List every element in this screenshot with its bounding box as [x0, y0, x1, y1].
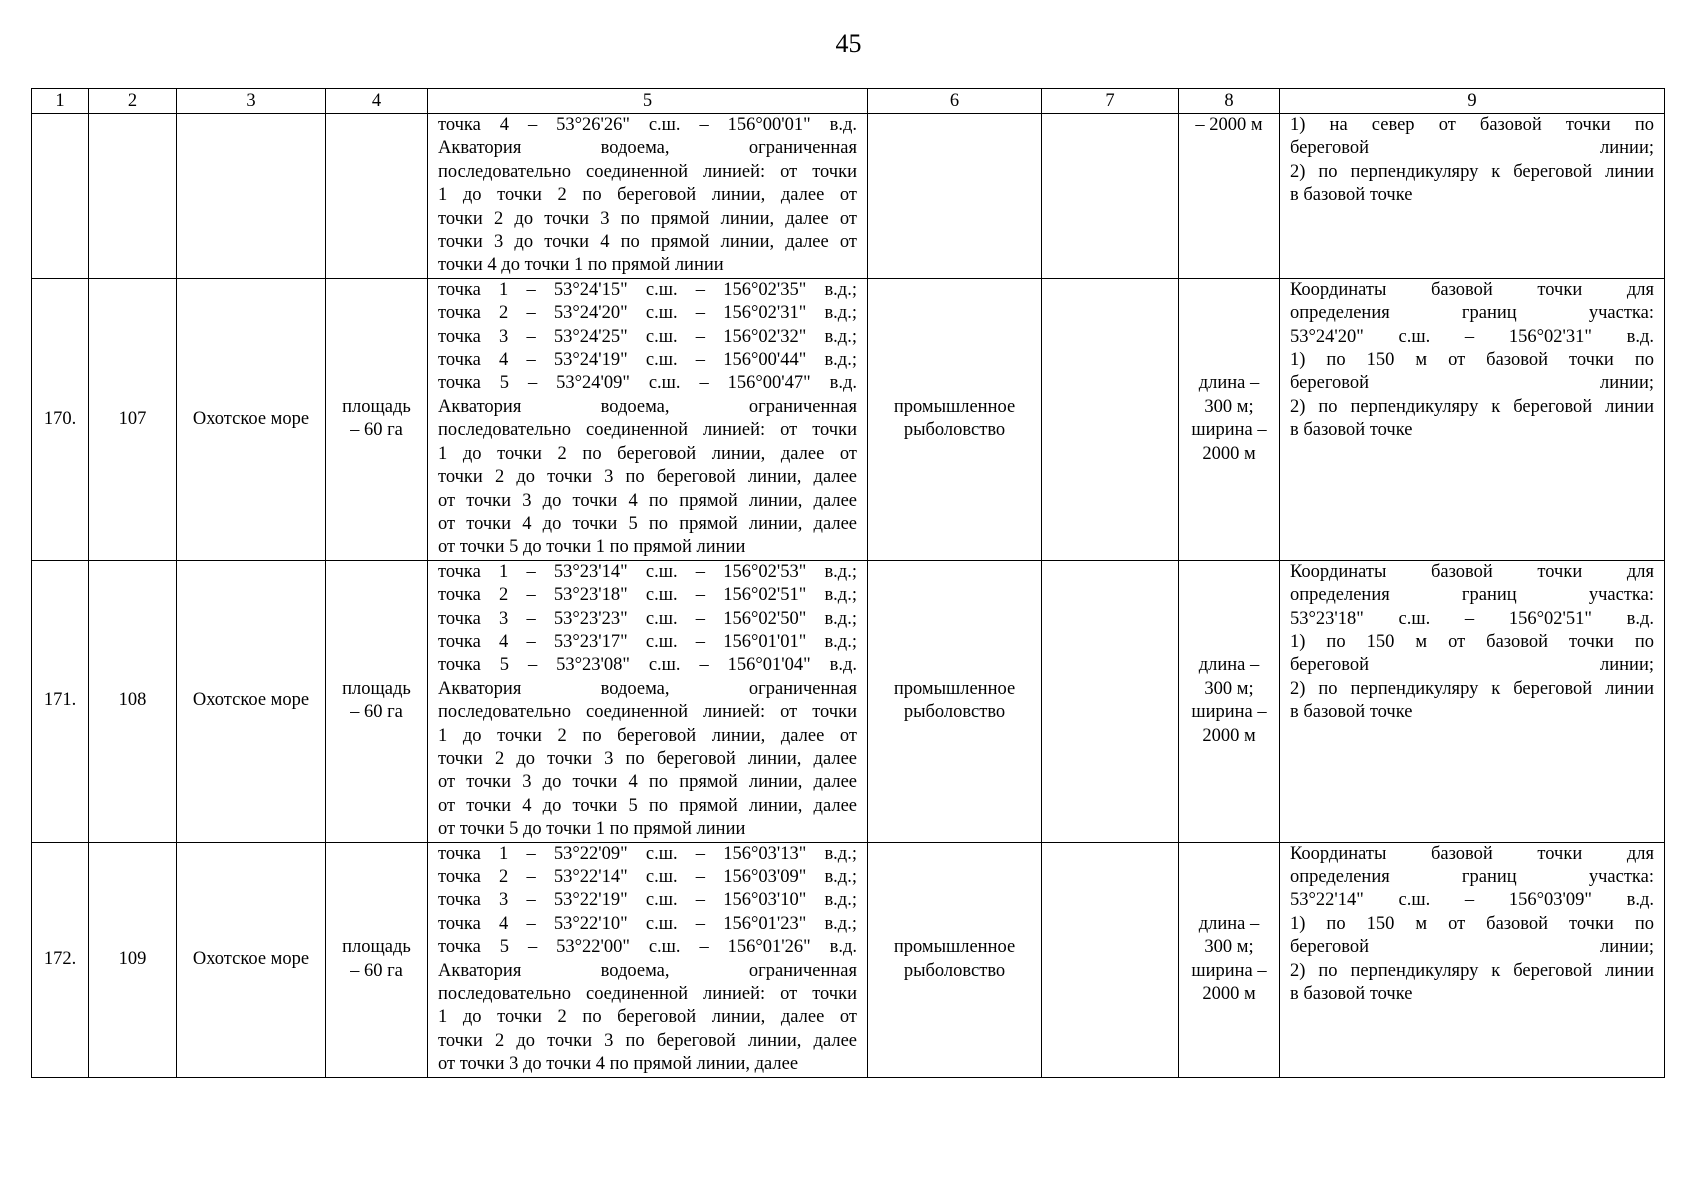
- text-line: точки 2 до точки 3 по прямой линии, далее от: [438, 208, 857, 229]
- column-header: 4: [326, 89, 428, 114]
- column-header: 3: [177, 89, 326, 114]
- text-line: береговой линии;: [1290, 655, 1654, 676]
- water-body-cell: Охотское море: [177, 842, 326, 1077]
- text-line: береговой линии;: [1290, 937, 1654, 958]
- text-line: 1) на север от базовой точки по: [1290, 115, 1654, 135]
- boundary-description-cell: [428, 278, 868, 560]
- text-line: от точки 4 до точки 5 по прямой линии, далее: [438, 795, 857, 816]
- text-line: 1 до точки 2 по береговой линии, далее от: [438, 185, 857, 206]
- text-line: 1 до точки 2 по береговой линии, далее от: [438, 725, 857, 746]
- text-line: от точки 3 до точки 4 по прямой линии, далее: [438, 772, 857, 793]
- area-number-cell: 109: [89, 842, 177, 1077]
- base-point-note-cell: [1280, 560, 1665, 842]
- text-line: 1 до точки 2 по береговой линии, далее от: [438, 1007, 857, 1028]
- text-line: в базовой точке: [1290, 702, 1413, 723]
- column-7-cell: [1042, 560, 1179, 842]
- text-line: точки 2 до точки 3 по береговой линии, далее: [438, 748, 857, 769]
- text-line: последовательно соединенной линией: от точки: [438, 984, 857, 1005]
- text-line: от точки 5 до точки 1 по прямой линии: [438, 537, 746, 558]
- dimensions-cell: длина – 300 м; ширина – 2000 м: [1179, 560, 1280, 842]
- text-line: точки 2 до точки 3 по береговой линии, далее: [438, 1030, 857, 1051]
- text-line: Акватория водоема, ограниченная: [438, 960, 857, 981]
- boundary-description-cell: [428, 114, 868, 279]
- text-line: точка 1 – 53°23'14" с.ш. – 156°02'53" в.д.;: [438, 561, 857, 582]
- boundary-description-cell: [428, 560, 868, 842]
- table-row: [32, 278, 1665, 560]
- text-line: точка 4 – 53°22'10" с.ш. – 156°01'23" в.д.;: [438, 913, 857, 934]
- column-header: 2: [89, 89, 177, 114]
- text-line: береговой линии;: [1290, 138, 1654, 159]
- fishing-type-cell: [868, 114, 1042, 279]
- table-row: [32, 114, 1665, 279]
- text-line: точка 2 – 53°24'20" с.ш. – 156°02'31" в.д.;: [438, 303, 857, 324]
- fishing-areas-table: [31, 88, 1665, 1078]
- text-line: точки 3 до точки 4 по прямой линии, далее от: [438, 232, 857, 253]
- text-line: точка 2 – 53°23'18" с.ш. – 156°02'51" в.д.;: [438, 585, 857, 606]
- text-line: Координаты базовой точки для: [1290, 279, 1654, 300]
- page-number: 45: [835, 29, 862, 58]
- boundary-description-cell: [428, 842, 868, 1077]
- text-line: Координаты базовой точки для: [1290, 561, 1654, 582]
- text-line: 2) по перпендикуляру к береговой линии: [1290, 161, 1654, 182]
- base-point-note-cell: [1280, 278, 1665, 560]
- column-number-row: [32, 89, 1665, 114]
- text-line: точка 3 – 53°24'25" с.ш. – 156°02'32" в.д.;: [438, 326, 857, 347]
- text-line: Акватория водоема, ограниченная: [438, 138, 857, 159]
- text-line: точка 5 – 53°22'00" с.ш. – 156°01'26" в.д.: [438, 937, 857, 958]
- text-line: в базовой точке: [1290, 984, 1413, 1005]
- column-header: 9: [1280, 89, 1665, 114]
- dimensions-cell: длина – 300 м; ширина – 2000 м: [1179, 842, 1280, 1077]
- water-body-cell: Охотское море: [177, 278, 326, 560]
- row-number-cell: 170.: [32, 278, 89, 560]
- text-line: определения границ участка:: [1290, 303, 1654, 324]
- column-header: 5: [428, 89, 868, 114]
- area-number-cell: 107: [89, 278, 177, 560]
- water-body-cell: [177, 114, 326, 279]
- text-line: точка 5 – 53°24'09" с.ш. – 156°00'47" в.д.: [438, 373, 857, 394]
- text-line: точка 1 – 53°22'09" с.ш. – 156°03'13" в.д.;: [438, 843, 857, 864]
- text-line: точка 4 – 53°23'17" с.ш. – 156°01'01" в.д.;: [438, 631, 857, 652]
- column-header: 6: [868, 89, 1042, 114]
- column-header: 7: [1042, 89, 1179, 114]
- table-row: [32, 560, 1665, 842]
- base-point-note-cell: [1280, 114, 1665, 279]
- column-7-cell: [1042, 842, 1179, 1077]
- text-line: последовательно соединенной линией: от точки: [438, 702, 857, 723]
- text-line: 53°22'14" с.ш. – 156°03'09" в.д.: [1290, 890, 1654, 911]
- text-line: Координаты базовой точки для: [1290, 843, 1654, 864]
- text-line: 53°24'20" с.ш. – 156°02'31" в.д.: [1290, 326, 1654, 347]
- text-line: береговой линии;: [1290, 373, 1654, 394]
- text-line: точка 1 – 53°24'15" с.ш. – 156°02'35" в.д.;: [438, 279, 857, 300]
- text-line: 1) по 150 м от базовой точки по: [1290, 631, 1654, 652]
- text-line: от точки 4 до точки 5 по прямой линии, далее: [438, 513, 857, 534]
- dimensions-cell: длина – 300 м; ширина – 2000 м: [1179, 278, 1280, 560]
- fishing-type-cell: промышленное рыболовство: [868, 278, 1042, 560]
- text-line: точка 5 – 53°23'08" с.ш. – 156°01'04" в.д.: [438, 655, 857, 676]
- row-number-cell: 172.: [32, 842, 89, 1077]
- column-header: 1: [32, 89, 89, 114]
- column-7-cell: [1042, 114, 1179, 279]
- text-line: точка 2 – 53°22'14" с.ш. – 156°03'09" в.д.;: [438, 867, 857, 887]
- area-size-cell: площадь – 60 га: [326, 842, 428, 1077]
- text-line: от точки 3 до точки 4 по прямой линии, далее: [438, 490, 857, 511]
- base-point-note-cell: [1280, 842, 1665, 1077]
- text-line: точки 4 до точки 1 по прямой линии: [438, 255, 724, 276]
- fishing-type-cell: промышленное рыболовство: [868, 842, 1042, 1077]
- text-line: от точки 5 до точки 1 по прямой линии: [438, 819, 746, 840]
- column-header: 8: [1179, 89, 1280, 114]
- text-line: в базовой точке: [1290, 185, 1413, 206]
- text-line: точки 2 до точки 3 по береговой линии, далее: [438, 467, 857, 488]
- table-body: [32, 89, 1665, 1078]
- text-line: 53°23'18" с.ш. – 156°02'51" в.д.: [1290, 608, 1654, 629]
- text-line: Акватория водоема, ограниченная: [438, 678, 857, 699]
- text-line: определения границ участка:: [1290, 585, 1654, 606]
- water-body-cell: Охотское море: [177, 560, 326, 842]
- text-line: определения границ участка:: [1290, 867, 1654, 887]
- text-line: 2) по перпендикуляру к береговой линии: [1290, 678, 1654, 699]
- row-number-cell: [32, 114, 89, 279]
- text-line: от точки 3 до точки 4 по прямой линии, далее: [438, 1054, 799, 1075]
- text-line: 2) по перпендикуляру к береговой линии: [1290, 396, 1654, 417]
- text-line: 1 до точки 2 по береговой линии, далее от: [438, 443, 857, 464]
- text-line: 2) по перпендикуляру к береговой линии: [1290, 960, 1654, 981]
- text-line: 1) по 150 м от базовой точки по: [1290, 350, 1654, 371]
- text-line: последовательно соединенной линией: от точки: [438, 161, 857, 182]
- column-7-cell: [1042, 278, 1179, 560]
- text-line: последовательно соединенной линией: от точки: [438, 420, 857, 441]
- dimensions-cell: – 2000 м: [1179, 114, 1280, 279]
- text-line: точка 3 – 53°23'23" с.ш. – 156°02'50" в.д.;: [438, 608, 857, 629]
- area-size-cell: площадь – 60 га: [326, 560, 428, 842]
- table-row: [32, 842, 1665, 1077]
- text-line: точка 4 – 53°26'26" с.ш. – 156°00'01" в.д.: [438, 115, 857, 135]
- text-line: Акватория водоема, ограниченная: [438, 396, 857, 417]
- text-line: 1) по 150 м от базовой точки по: [1290, 913, 1654, 934]
- text-line: в базовой точке: [1290, 420, 1413, 441]
- fishing-type-cell: промышленное рыболовство: [868, 560, 1042, 842]
- row-number-cell: 171.: [32, 560, 89, 842]
- area-number-cell: 108: [89, 560, 177, 842]
- text-line: точка 3 – 53°22'19" с.ш. – 156°03'10" в.д.;: [438, 890, 857, 911]
- text-line: точка 4 – 53°24'19" с.ш. – 156°00'44" в.д.;: [438, 350, 857, 371]
- area-size-cell: площадь – 60 га: [326, 278, 428, 560]
- area-size-cell: [326, 114, 428, 279]
- area-number-cell: [89, 114, 177, 279]
